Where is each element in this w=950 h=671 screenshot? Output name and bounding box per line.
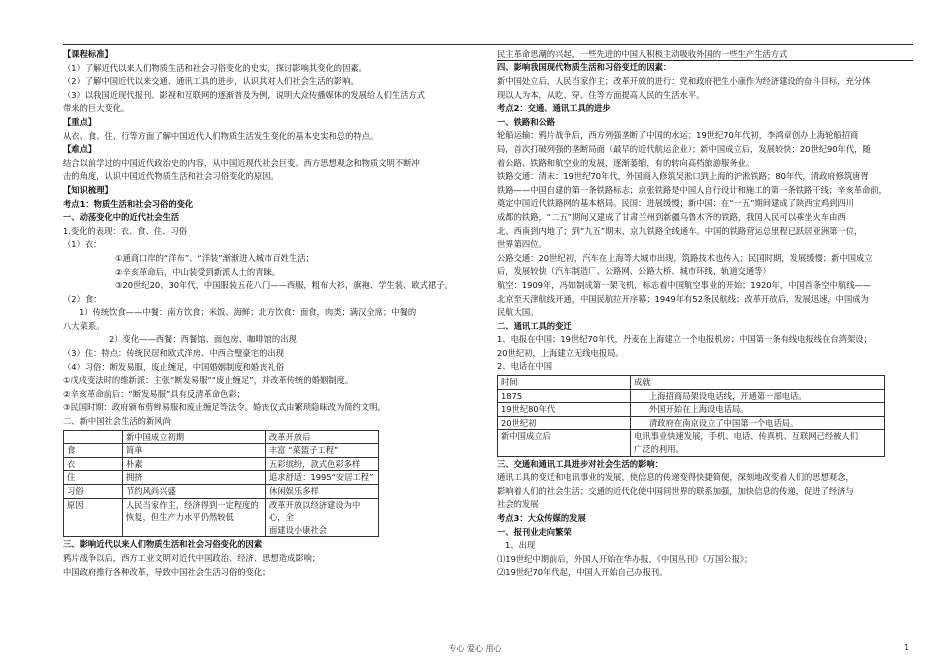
section-heading: 【课程标准】 — [63, 49, 113, 59]
cell-line: 追求舒适：1995“安居工程” — [269, 472, 374, 483]
text-line: 着公路、铁路和航空业的发展，逐渐萎缩，有的转向高档旅游服务业。 — [497, 157, 755, 168]
text-line: 局，首次打破列强的垄断局面（最早的近代航运企业）；新中国成立后，发展较快；20世纪90年代，随 — [497, 143, 871, 154]
cell-line: 电讯事业快速发展，手机、电话、传真机、互联网已经被人们 — [634, 431, 859, 442]
table-cell — [631, 403, 885, 417]
text-line: 从衣、食、住、行等方面了解中国近代人们物质生活发生变化的基本史实和总的特点。 — [63, 130, 379, 141]
text-line: 奠定中国近代铁路网的基本格局。民国：进展缓慢；新中国：在“一五”期间建成了陕西宝鸡到四川 — [497, 198, 855, 209]
table-cell — [123, 471, 266, 485]
table-header-row — [64, 430, 379, 444]
cell-line: 五彩缤纷，款式色彩多样 — [269, 458, 361, 469]
table-cell — [266, 498, 379, 537]
table-header-cell — [64, 430, 123, 444]
table-cell — [266, 444, 379, 458]
header-rule — [63, 44, 913, 45]
lifestyle-table — [63, 430, 379, 538]
section-heading: 【难点】 — [63, 144, 97, 155]
table-cell — [266, 471, 379, 485]
text-line: ⑴19世纪中期前后，外国人开始在华办报，《中国丛刊》《万国公报》； — [497, 553, 753, 564]
cell-line: 人民当家作主，经济得到一定程度的 — [126, 499, 259, 510]
table-header-cell: 时间 — [498, 376, 631, 390]
text-line: 北京至天津航线开通，中国民航拉开序幕；1949年有52条民航线；改革开放后，发展迅速，中国成为 — [497, 293, 869, 304]
text-line: ②辛亥革命后，中山装受到新派人士的青睐。 — [115, 266, 281, 277]
cell-line: 休闲娱乐多样 — [269, 486, 319, 496]
text-line: 现以人为本，从吃、穿、住等方面提高人民的生活水平。 — [497, 89, 705, 100]
text-line: ③民国时期：政府颁布剪辫易服和废止缠足等法令。婚丧仪式由繁琐隐昧改为简约文明。 — [63, 402, 386, 413]
topic-heading: 考点1：物质生活和社会习俗的变化 — [63, 198, 194, 209]
table-cell: 住 — [64, 471, 123, 485]
table-header-cell: 成就 — [631, 376, 885, 390]
cell-line: 恢复，但生产力水平仍然较低 — [126, 512, 234, 523]
text-line: 通讯工具的变迁和电讯事业的发展，使信息的传递变得快捷简便，深刻地改变着人们的思想观念， — [497, 472, 854, 483]
right-column — [497, 48, 913, 580]
text-line: 社会的发展 — [497, 499, 539, 510]
text-line: 2）变化——西餐：西餐馆、面包房、咖啡馆的出现 — [109, 334, 297, 345]
text-line: 2、电话在中国 — [497, 361, 553, 372]
text-line: （3）以我国近现代报刊、影视和互联网的逐渐普及为例，说明大众传播媒体的发展给人们生活方式 — [63, 89, 426, 100]
table-cell: 20世纪初 — [498, 416, 631, 430]
text-line: （2）食： — [63, 293, 102, 304]
text-line: 影响着人们的社会生活；交通的近代化使中国同世界的联系加强，加快信息的传递，促进了经济与 — [497, 485, 854, 496]
text-line: 成都的铁路，“二五”期间又建成了甘肃兰州到新疆乌鲁木齐的铁路，我国人民可以乘坐火车由西 — [497, 211, 846, 222]
text-line: 20世纪初，上海建立无线电报局。 — [497, 347, 624, 358]
subsection-heading: 二、通讯工具的变迁 — [497, 320, 572, 331]
section-heading: 【知识梳理】 — [63, 184, 113, 195]
text-line: 结合以前学过的中国近代政治史的内容，从中国近现代社会巨变、西方思想观念和物质文明不断冲 — [63, 157, 420, 168]
table-cell — [123, 444, 266, 458]
text-line: 1、电报在中国；19世纪70年代，丹麦在上海建立一个电报机房；中国第一条有线电报线在台湾架设； — [497, 334, 872, 345]
topic-heading: 考点2：交通、通讯工具的进步 — [497, 103, 611, 114]
table-header-cell: 新中国成立初期 — [123, 430, 266, 444]
cell-line: 简单 — [126, 445, 143, 456]
subsection-heading: 一、报刊业走向繁荣 — [497, 526, 572, 537]
cell-line: 广泛的利用。 — [634, 444, 684, 455]
text-line: 二、新中国社会生活的新风尚 — [63, 416, 171, 427]
table-row — [498, 389, 885, 403]
subsection-heading: 四、影响我国现代物质生活和习俗变迁的因素： — [497, 62, 672, 73]
text-line: 轮船运输：鸦片战争后，西方列强垄断了中国的水运；19世纪70年代初，李鸿章创办上海轮船招商 — [497, 130, 859, 141]
table-cell — [123, 498, 266, 537]
table-header-row — [498, 376, 885, 390]
table-row — [498, 416, 885, 430]
text-line: ③20世纪20、30年代，中国服装五花八门——西服，粗布大衫，旗袍、学生装、欧式裙子。 — [115, 280, 453, 291]
table-row — [498, 403, 885, 417]
page-footer: 专心 爱心 用心 — [448, 644, 502, 653]
text-line: 1、出现 — [505, 540, 536, 551]
table-row — [64, 471, 379, 485]
text-line: （4）习俗：断发易服，废止缠足，中国婚姻制度和婚丧礼俗 — [63, 361, 284, 372]
cell-line: 拥挤 — [126, 472, 143, 483]
table-cell: 食 — [64, 444, 123, 458]
subsection-heading: 三、交通和通讯工具进步对社会生活的影响： — [497, 458, 663, 469]
table-row — [498, 430, 885, 456]
table-cell — [631, 430, 885, 456]
topic-heading: 考点3：大众传媒的发展 — [497, 513, 586, 523]
text-line: 铁路交通：清末：19世纪70年代，外国商人修筑吴淞口到上海的沪淞铁路；80年代，清政府修筑唐胥 — [497, 171, 869, 182]
table-header-cell: 改革开放后 — [266, 430, 379, 444]
text-line: 击的角度，认识中国近代物质生活和社会习俗变化的原因。 — [63, 171, 279, 182]
cell-line: 清政府在南京设立了中国第一个电话局。 — [649, 417, 799, 428]
text-line: 后，发展较快（汽车制造厂、公路网、公路大桥、城市环线、轨道交通等） — [497, 266, 771, 277]
subsection-heading: 三、影响近代以来人们物质生活和社会习俗变化的因素 — [63, 539, 263, 550]
text-line: 北、西南到内地了；到“九五”期末，京九铁路全线通车。中国的铁路营运总里程已跃居亚洲第一位， — [497, 225, 863, 236]
section-heading: 【重点】 — [63, 116, 97, 127]
text-line: 世界第四位。 — [497, 239, 547, 250]
text-line: （1）了解近代以来人们物质生活和社会习俗变化的史实，探讨影响其变化的因素。 — [63, 62, 367, 73]
text-line: ②辛亥革命前后：“断发易服”具有反清革命色彩； — [63, 388, 245, 399]
table-cell — [123, 485, 266, 499]
telephone-table — [497, 375, 885, 457]
table-cell: 衣 — [64, 457, 123, 471]
text-line: 铁路——中国自建的第一条铁路标志；京张铁路是中国人自行设计和施工的第一条铁路干线；辛亥革命前， — [497, 184, 887, 195]
text-line: 民航大国。 — [497, 307, 539, 318]
text-line: 1.变化的表现：衣、食、住、习俗 — [63, 225, 188, 236]
table-cell: 1875 — [498, 389, 631, 403]
cell-line: 改革开放以经济建设为中心，全 — [269, 499, 361, 523]
table-cell — [631, 416, 885, 430]
table-cell — [123, 457, 266, 471]
table-cell: 19世纪80年代 — [498, 403, 631, 417]
text-line: ①通商口岸的“洋布”、“洋装”渐渐进入城市百姓生活； — [115, 252, 314, 263]
table-cell: 习俗 — [64, 485, 123, 499]
table-row — [64, 498, 379, 537]
table-cell: 原因 — [64, 498, 123, 537]
text-line: 航空：1909年，冯如制成第一架飞机，标志着中国航空事业的开始；1920年，中国首条空中航线—— — [497, 279, 872, 290]
cell-line: 上海招商局架设电话线，开通第一部电话。 — [649, 390, 807, 401]
text-line: 新中国处立后，人民当家作主；改革开放的进行：党和政府把生小康作为经济建设的奋斗目标，充分体 — [497, 76, 871, 86]
text-line: （2）了解中国近代以来交通、通讯工具的进步，认识其对人们社会生活的影响。 — [63, 76, 359, 87]
subsection-heading: 一、铁路和公路 — [497, 116, 556, 127]
table-row — [64, 485, 379, 499]
text-line: ⑵19世纪70年代起，中国人开始自己办报刊。 — [497, 567, 668, 578]
page-number: 1 — [904, 643, 910, 652]
table-cell — [266, 457, 379, 471]
text-line: 八大菜系。 — [63, 320, 105, 331]
cell-line: 丰富 “菜篮子工程” — [269, 445, 339, 456]
cell-line: 面建设小康社会 — [269, 524, 328, 535]
cell-line: 外国开始在上海设电话局。 — [649, 404, 749, 415]
text-line: （3）住：特点：传统民居和欧式洋房、中西合璧豪宅的出现 — [63, 348, 284, 359]
left-column — [63, 48, 481, 579]
text-line: 鸦片战争以后，西方工业文明对近代中国政治、经济、思想造成影响； — [63, 552, 321, 563]
text-line: 公路交通：20世纪初，汽车在上海等大城市出现，筑路技术也传入；民国时期，发展缓慢；新中国成立 — [497, 252, 873, 263]
text-line: 1）传统饮食——中餐：南方饮食；米饭、海鲜；北方饮食：面食，肉类；满汉全席；中餐的 — [79, 307, 417, 318]
text-line: 带来的巨大变化。 — [63, 103, 130, 114]
text-line: ①戊戌变法时的维新派：主张“断发易服”“废止缠足”，并改革传统的婚姻制度。 — [63, 375, 354, 386]
text-line: 民主革命思潮的兴起，一些先进的中国人积极主动吸收外国的一些生产生活方式 — [497, 48, 913, 61]
table-row — [64, 457, 379, 471]
text-line: 中国政府推行各种改革，导致中国社会生活习俗的变化； — [63, 566, 271, 577]
subsection-heading: 一、动荡变化中的近代社会生活 — [63, 212, 180, 223]
table-cell — [266, 485, 379, 499]
cell-line: 节约风尚兴盛 — [126, 486, 176, 496]
text-line: （1）衣： — [63, 239, 102, 250]
table-cell — [631, 389, 885, 403]
cell-line: 朴素 — [126, 458, 143, 469]
table-row — [64, 444, 379, 458]
table-cell: 新中国成立后 — [498, 430, 631, 456]
